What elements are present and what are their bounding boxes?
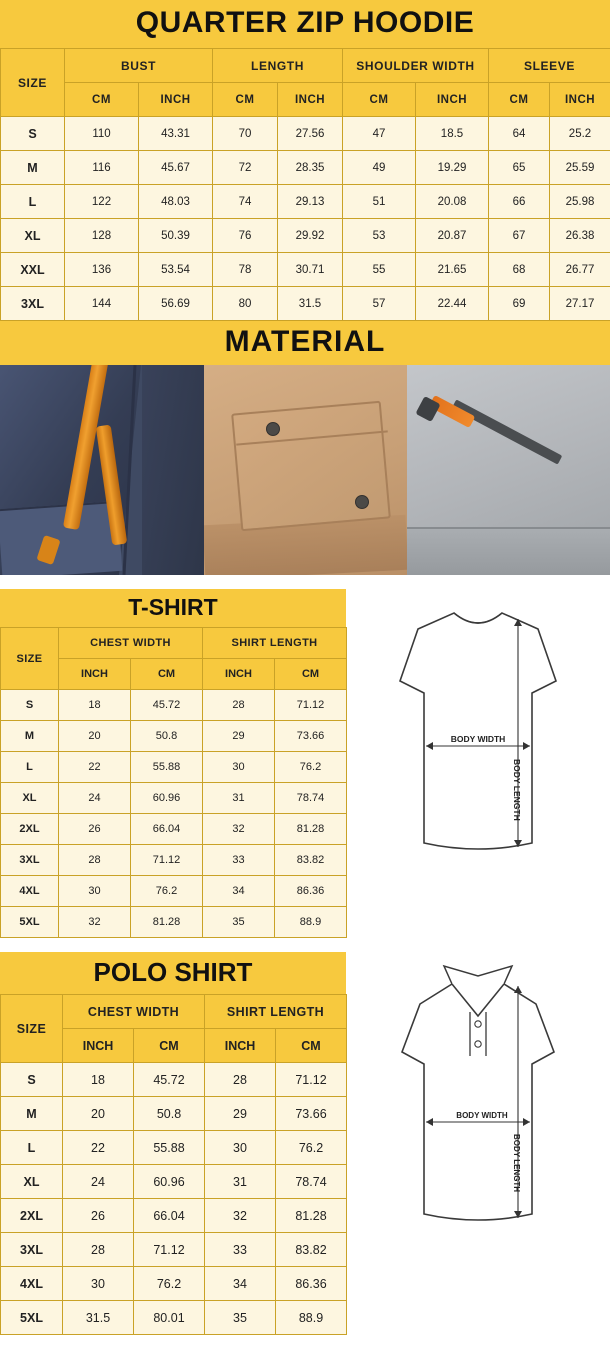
cell-chest-inch: 18	[59, 690, 131, 721]
pocket-shape	[0, 501, 122, 575]
cell-length-cm: 74	[213, 185, 278, 219]
navy-drawstring-photo	[0, 365, 204, 575]
table-row	[1, 253, 610, 287]
cell-length-cm: 83.82	[275, 845, 347, 876]
cell-size: 3XL	[1, 1233, 63, 1267]
table-row	[1, 151, 610, 185]
cell-length-cm: 78.74	[276, 1165, 347, 1199]
hoodie-size-table	[0, 48, 610, 321]
cell-size: L	[1, 752, 59, 783]
cell-sleeve-cm: 66	[489, 185, 550, 219]
cell-length-inch: 32	[205, 1199, 276, 1233]
cell-sleeve-inch: 26.38	[550, 219, 610, 253]
cell-length-cm: 76.2	[275, 752, 347, 783]
cell-length-inch: 35	[205, 1301, 276, 1335]
cell-length-inch: 27.56	[278, 117, 343, 151]
cell-bust-inch: 43.31	[139, 117, 213, 151]
cell-size: L	[1, 185, 65, 219]
cell-length-inch: 31	[205, 1165, 276, 1199]
cell-size: 3XL	[1, 845, 59, 876]
cell-size: 5XL	[1, 1301, 63, 1335]
cell-shoulder-inch: 20.87	[416, 219, 489, 253]
body-width-label: BODY WIDTH	[456, 1111, 508, 1120]
body-length-label: BODY LENGTH	[512, 1134, 521, 1193]
cell-length-cm: 76	[213, 219, 278, 253]
table-row	[1, 1131, 347, 1165]
col-shirt-length: SHIRT LENGTH	[205, 995, 347, 1029]
table-row	[1, 783, 347, 814]
cell-bust-inch: 56.69	[139, 287, 213, 321]
tan-snap-pocket-photo	[204, 365, 407, 575]
tshirt-size-table	[0, 627, 347, 938]
cell-length-cm: 71.12	[275, 690, 347, 721]
cell-length-inch: 33	[203, 845, 275, 876]
table-row	[1, 907, 347, 938]
cell-length-cm: 81.28	[276, 1199, 347, 1233]
cell-chest-cm: 55.88	[131, 752, 203, 783]
cell-chest-inch: 28	[59, 845, 131, 876]
col-length: LENGTH	[213, 49, 343, 83]
table-row	[1, 721, 347, 752]
arrow-up	[514, 986, 522, 993]
cell-chest-inch: 30	[59, 876, 131, 907]
snap-button-icon	[266, 422, 280, 436]
cell-length-inch: 31.5	[278, 287, 343, 321]
hem-band	[407, 529, 610, 575]
table-row	[1, 117, 610, 151]
cell-size: 2XL	[1, 1199, 63, 1233]
cell-bust-cm: 116	[65, 151, 139, 185]
cell-size: XL	[1, 219, 65, 253]
cell-length-cm: 80	[213, 287, 278, 321]
cell-size: XXL	[1, 253, 65, 287]
cell-length-cm: 78	[213, 253, 278, 287]
cell-shoulder-cm: 51	[343, 185, 416, 219]
unit-length-inch: INCH	[205, 1029, 276, 1063]
tshirt-section	[0, 589, 610, 938]
material-section-title: MATERIAL	[0, 321, 610, 365]
cell-size: 4XL	[1, 1267, 63, 1301]
cell-length-cm: 73.66	[276, 1097, 347, 1131]
tshirt-diagram	[346, 589, 610, 938]
tshirt-outline	[400, 613, 556, 849]
cell-length-cm: 73.66	[275, 721, 347, 752]
cell-chest-inch: 20	[59, 721, 131, 752]
material-photo-row	[0, 365, 610, 575]
polo-diagram	[346, 952, 610, 1335]
col-bust: BUST	[65, 49, 213, 83]
body-length-label: BODY LENGTH	[512, 759, 522, 821]
unit-sleeve-cm: CM	[489, 83, 550, 117]
cell-length-cm: 86.36	[276, 1267, 347, 1301]
unit-shoulder-cm: CM	[343, 83, 416, 117]
cell-chest-cm: 45.72	[131, 690, 203, 721]
cell-sleeve-inch: 26.77	[550, 253, 610, 287]
table-unit-row	[1, 83, 610, 117]
cell-bust-cm: 122	[65, 185, 139, 219]
cell-chest-cm: 50.8	[131, 721, 203, 752]
cell-chest-inch: 24	[59, 783, 131, 814]
cell-chest-cm: 45.72	[134, 1063, 205, 1097]
tshirt-table-wrap	[0, 589, 346, 938]
unit-length-cm: CM	[275, 659, 347, 690]
cell-chest-cm: 66.04	[131, 814, 203, 845]
table-row	[1, 1165, 347, 1199]
cell-shoulder-cm: 53	[343, 219, 416, 253]
cell-shoulder-cm: 47	[343, 117, 416, 151]
cell-size: 2XL	[1, 814, 59, 845]
cell-chest-inch: 18	[63, 1063, 134, 1097]
cell-length-inch: 29.13	[278, 185, 343, 219]
polo-section	[0, 952, 610, 1335]
cell-bust-cm: 128	[65, 219, 139, 253]
cell-bust-cm: 110	[65, 117, 139, 151]
cell-shoulder-inch: 22.44	[416, 287, 489, 321]
spacer	[0, 575, 610, 589]
cell-length-cm: 86.36	[275, 876, 347, 907]
hoodie-section-title: QUARTER ZIP HOODIE	[0, 0, 610, 48]
tshirt-section-title: T-SHIRT	[0, 589, 346, 627]
cell-chest-inch: 32	[59, 907, 131, 938]
cell-shoulder-cm: 57	[343, 287, 416, 321]
cell-size: XL	[1, 783, 59, 814]
cell-size: S	[1, 1063, 63, 1097]
table-row	[1, 876, 347, 907]
col-chest-width: CHEST WIDTH	[63, 995, 205, 1029]
cell-length-cm: 72	[213, 151, 278, 185]
polo-outline	[402, 984, 554, 1220]
table-row	[1, 752, 347, 783]
cell-length-inch: 33	[205, 1233, 276, 1267]
unit-chest-inch: INCH	[63, 1029, 134, 1063]
cell-chest-inch: 28	[63, 1233, 134, 1267]
cell-chest-cm: 60.96	[134, 1165, 205, 1199]
cell-chest-inch: 31.5	[63, 1301, 134, 1335]
unit-length-inch: INCH	[278, 83, 343, 117]
cell-length-inch: 30.71	[278, 253, 343, 287]
cell-sleeve-cm: 64	[489, 117, 550, 151]
col-size: SIZE	[1, 995, 63, 1063]
snap-button-icon	[355, 495, 369, 509]
cell-chest-cm: 66.04	[134, 1199, 205, 1233]
cell-length-cm: 78.74	[275, 783, 347, 814]
cell-sleeve-inch: 25.59	[550, 151, 610, 185]
cell-chest-inch: 30	[63, 1267, 134, 1301]
spacer	[0, 938, 610, 952]
cell-bust-cm: 144	[65, 287, 139, 321]
unit-chest-cm: CM	[134, 1029, 205, 1063]
cell-sleeve-cm: 68	[489, 253, 550, 287]
cell-shoulder-cm: 55	[343, 253, 416, 287]
cell-shoulder-inch: 19.29	[416, 151, 489, 185]
polo-section-title: POLO SHIRT	[0, 952, 346, 994]
cell-chest-inch: 26	[59, 814, 131, 845]
cell-sleeve-inch: 25.2	[550, 117, 610, 151]
fabric-panel	[142, 365, 204, 575]
pocket-flap	[231, 401, 391, 532]
cell-chest-cm: 71.12	[134, 1233, 205, 1267]
cell-chest-cm: 71.12	[131, 845, 203, 876]
table-header-row	[1, 995, 347, 1029]
col-size: SIZE	[1, 49, 65, 117]
cell-chest-cm: 76.2	[134, 1267, 205, 1301]
col-shoulder-width: SHOULDER WIDTH	[343, 49, 489, 83]
cell-length-inch: 28.35	[278, 151, 343, 185]
cell-length-inch: 29	[205, 1097, 276, 1131]
cell-length-cm: 70	[213, 117, 278, 151]
cell-length-inch: 35	[203, 907, 275, 938]
polo-collar	[444, 966, 512, 984]
table-row	[1, 845, 347, 876]
cell-length-inch: 31	[203, 783, 275, 814]
cell-size: 3XL	[1, 287, 65, 321]
col-sleeve: SLEEVE	[489, 49, 610, 83]
cell-shoulder-cm: 49	[343, 151, 416, 185]
col-shirt-length: SHIRT LENGTH	[203, 628, 347, 659]
cell-size: M	[1, 721, 59, 752]
cell-bust-cm: 136	[65, 253, 139, 287]
cell-sleeve-inch: 27.17	[550, 287, 610, 321]
cell-length-inch: 34	[203, 876, 275, 907]
polo-size-table	[0, 994, 347, 1335]
unit-length-inch: INCH	[203, 659, 275, 690]
unit-shoulder-inch: INCH	[416, 83, 489, 117]
unit-bust-inch: INCH	[139, 83, 213, 117]
table-header-row	[1, 49, 610, 83]
cell-sleeve-cm: 67	[489, 219, 550, 253]
cell-size: S	[1, 117, 65, 151]
cell-bust-inch: 45.67	[139, 151, 213, 185]
cell-length-cm: 71.12	[276, 1063, 347, 1097]
unit-sleeve-inch: INCH	[550, 83, 610, 117]
table-row	[1, 1233, 347, 1267]
table-row	[1, 1097, 347, 1131]
cell-length-inch: 28	[203, 690, 275, 721]
unit-length-cm: CM	[213, 83, 278, 117]
cell-size: 5XL	[1, 907, 59, 938]
table-row	[1, 814, 347, 845]
cell-chest-inch: 20	[63, 1097, 134, 1131]
table-row	[1, 1063, 347, 1097]
unit-chest-inch: INCH	[59, 659, 131, 690]
cell-shoulder-inch: 21.65	[416, 253, 489, 287]
table-row	[1, 185, 610, 219]
cell-chest-cm: 81.28	[131, 907, 203, 938]
table-row	[1, 1301, 347, 1335]
tshirt-svg	[346, 589, 610, 901]
cell-bust-inch: 53.54	[139, 253, 213, 287]
cell-sleeve-inch: 25.98	[550, 185, 610, 219]
cell-chest-cm: 50.8	[134, 1097, 205, 1131]
cell-length-inch: 29	[203, 721, 275, 752]
cell-bust-inch: 50.39	[139, 219, 213, 253]
grey-zipper-photo	[407, 365, 610, 575]
cell-bust-inch: 48.03	[139, 185, 213, 219]
cell-length-inch: 34	[205, 1267, 276, 1301]
cell-sleeve-cm: 65	[489, 151, 550, 185]
unit-bust-cm: CM	[65, 83, 139, 117]
col-chest-width: CHEST WIDTH	[59, 628, 203, 659]
table-row	[1, 219, 610, 253]
table-row	[1, 1267, 347, 1301]
cell-chest-inch: 24	[63, 1165, 134, 1199]
cell-size: 4XL	[1, 876, 59, 907]
cell-length-cm: 81.28	[275, 814, 347, 845]
cell-length-cm: 83.82	[276, 1233, 347, 1267]
unit-length-cm: CM	[276, 1029, 347, 1063]
table-row	[1, 1199, 347, 1233]
table-row	[1, 690, 347, 721]
polo-button-icon	[475, 1021, 481, 1027]
unit-chest-cm: CM	[131, 659, 203, 690]
cell-shoulder-inch: 20.08	[416, 185, 489, 219]
cell-chest-cm: 80.01	[134, 1301, 205, 1335]
cell-chest-inch: 22	[59, 752, 131, 783]
table-row	[1, 287, 610, 321]
polo-table-wrap	[0, 952, 346, 1335]
cell-sleeve-cm: 69	[489, 287, 550, 321]
cell-length-inch: 30	[203, 752, 275, 783]
polo-button-icon	[475, 1041, 481, 1047]
cell-size: S	[1, 690, 59, 721]
cell-size: M	[1, 151, 65, 185]
cell-chest-cm: 60.96	[131, 783, 203, 814]
cell-length-inch: 28	[205, 1063, 276, 1097]
cell-length-inch: 29.92	[278, 219, 343, 253]
cell-length-cm: 88.9	[276, 1301, 347, 1335]
cell-length-cm: 76.2	[276, 1131, 347, 1165]
cell-length-cm: 88.9	[275, 907, 347, 938]
cell-shoulder-inch: 18.5	[416, 117, 489, 151]
polo-svg	[346, 952, 610, 1264]
cell-length-inch: 32	[203, 814, 275, 845]
cell-chest-inch: 26	[63, 1199, 134, 1233]
table-header-row	[1, 628, 347, 659]
col-size: SIZE	[1, 628, 59, 690]
body-width-label: BODY WIDTH	[450, 734, 506, 744]
cell-chest-inch: 22	[63, 1131, 134, 1165]
cell-chest-cm: 76.2	[131, 876, 203, 907]
cell-size: M	[1, 1097, 63, 1131]
cell-length-inch: 30	[205, 1131, 276, 1165]
cell-chest-cm: 55.88	[134, 1131, 205, 1165]
cell-size: XL	[1, 1165, 63, 1199]
cell-size: L	[1, 1131, 63, 1165]
